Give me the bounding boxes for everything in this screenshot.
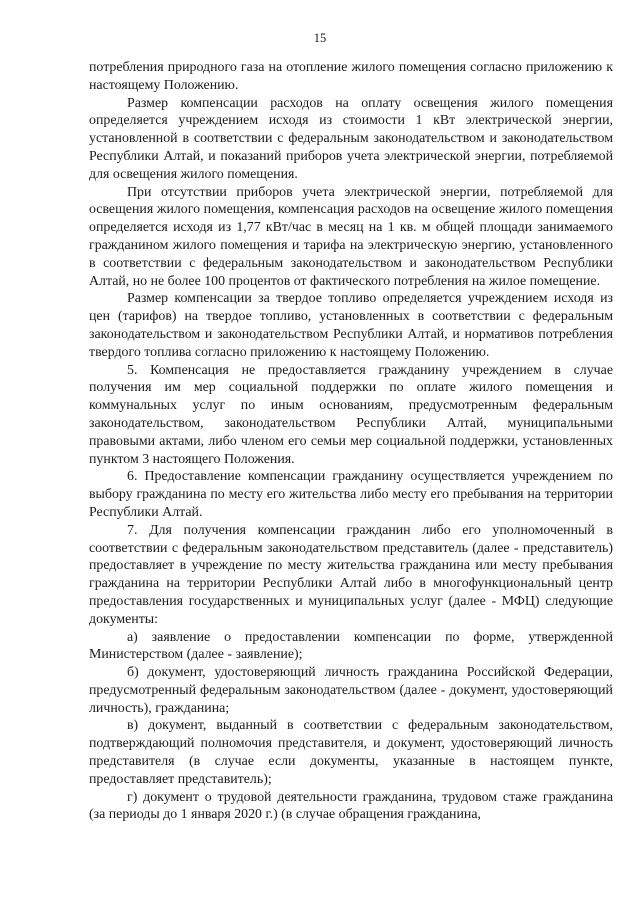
paragraph: 6. Предоставление компенсации гражданину осуществляется учреждением по выбору гражданина по месту его жительства либо месту его пребывания на территории Республики Алтай. [89,469,613,520]
page-number: 15 [313,31,327,45]
paragraph: При отсутствии приборов учета электрической энергии, потребляемой для освещения жилого помещения, компенсация расходов на освещение жилого помещения определяется исходя из 1,77 кВт/час в месяц на 1 кв. м общей площади занимаемого гражданином жилого помещения и тарифа на электрическую энергию, установленного в соответствии с федеральным законодательством и законодательством Республики Алтай, но не более 100 процентов от фактического потребления на жилое помещение. [89,184,613,289]
document-body [89,59,613,824]
paragraph: в) документ, выданный в соответствии с федеральным законодательством, подтверждающий полномочия представителя, и документ, удостоверяющий личность представителя (в случае если документы, указанные в настоящем пункте, предоставляет представитель); [89,718,613,787]
paragraph: 7. Для получения компенсации гражданин либо его уполномоченный в соответствии с федеральным законодательством представитель (далее - представитель) предоставляет в учреждение по месту жительства гражданина или месту пребывания гражданина на территории Республики Алтай либо в многофункциональный центр предоставления государственных и муниципальных услуг (далее - МФЦ) следующие документы: [89,522,613,627]
paragraph: Размер компенсации за твердое топливо определяется учреждением исходя из цен (тарифов) на твердое топливо, установленных в соответствии с федеральным законодательством и законодательством Республики Алтай, и нормативов потребления твердого топлива согласно приложению к настоящему Положению. [89,291,613,360]
paragraph: г) документ о трудовой деятельности гражданина, трудовом стаже гражданина (за периоды до 1 января 2020 г.) (в случае обращения гражданина, [89,789,613,823]
paragraph: б) документ, удостоверяющий личность гражданина Российской Федерации, предусмотренный федеральным законодательством (далее - документ, удостоверяющий личность), гражданина; [89,665,613,716]
paragraph: потребления природного газа на отопление жилого помещения согласно приложению к настоящему Положению. [89,60,613,93]
paragraph: Размер компенсации расходов на оплату освещения жилого помещения определяется учреждением исходя из стоимости 1 кВт электрической энергии, установленной в соответствии с федеральным законодательством и законодательством Республики Алтай, и показаний приборов учета электрической энергии, потребляемой для освещения жилого помещения. [89,95,613,182]
paragraph: а) заявление о предоставлении компенсации по форме, утвержденной Министерством (далее - заявление); [89,629,613,663]
paragraph: 5. Компенсация не предоставляется гражданину учреждением в случае получения им мер социальной поддержки по оплате жилого помещения и коммунальных услуг по иным основаниям, предусмотренным федеральным законодательством, законодательством Республики Алтай, муниципальными правовыми актами, либо членом его семьи мер социальной поддержки, установленных пунктом 3 настоящего Положения. [89,362,613,467]
